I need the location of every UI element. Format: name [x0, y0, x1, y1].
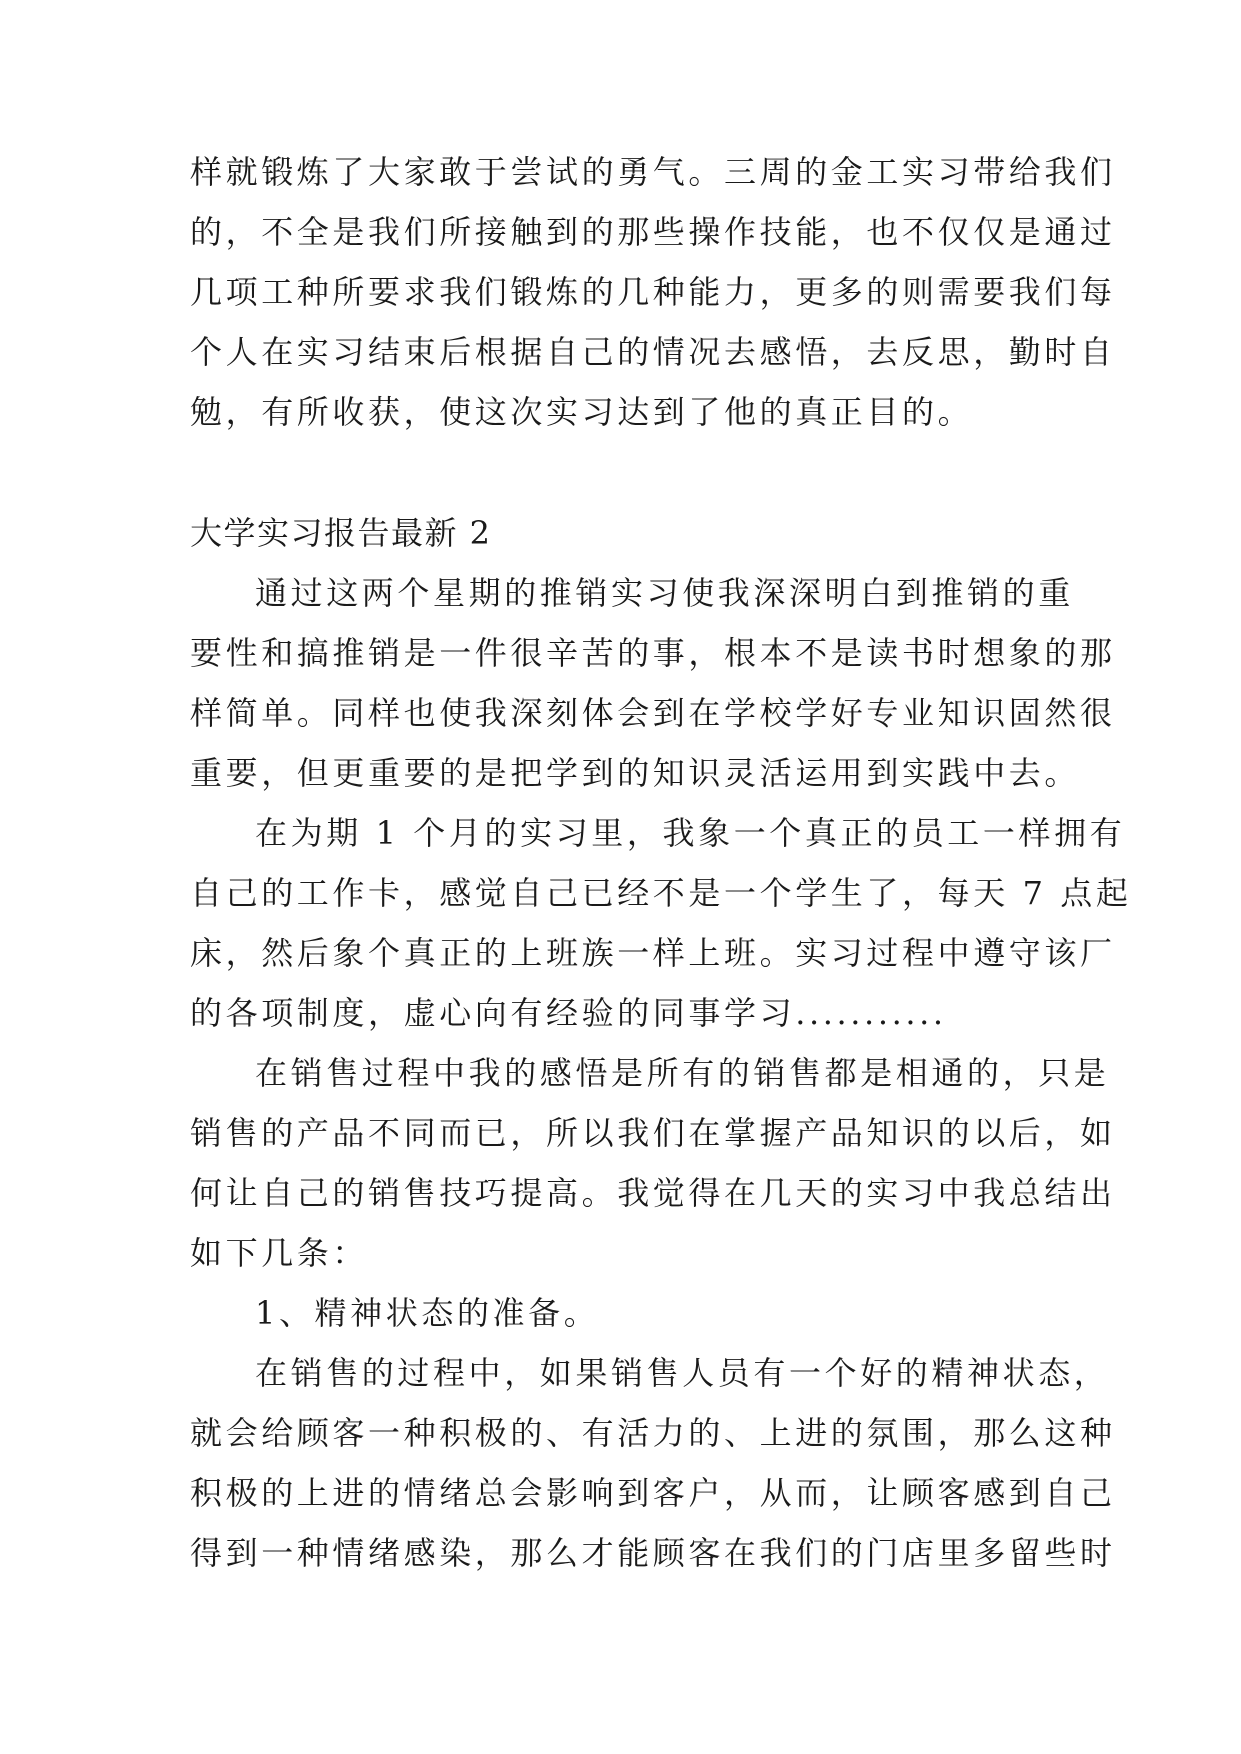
paragraph-line: 得到一种情绪感染，那么才能顾客在我们的门店里多留些时: [190, 1534, 1116, 1572]
paragraph-line: 自己的工作卡，感觉自己已经不是一个学生了，每天 7 点起: [190, 874, 1132, 912]
paragraph-line: 销售的产品不同而已，所以我们在掌握产品知识的以后，如: [190, 1114, 1116, 1152]
body-text-line: 个人在实习结束后根据自己的情况去感悟，去反思，勤时自: [190, 333, 1116, 371]
paragraph-line: 重要，但更重要的是把学到的知识灵活运用到实践中去。: [190, 754, 1081, 792]
paragraph-line: 就会给顾客一种积极的、有活力的、上进的氛围，那么这种: [190, 1414, 1116, 1452]
paragraph-line: 如下几条：: [190, 1234, 369, 1272]
paragraph-line: 积极的上进的情绪总会影响到客户，从而，让顾客感到自己: [190, 1474, 1116, 1512]
paragraph-line: 的各项制度，虚心向有经验的同事学习...........: [190, 994, 947, 1032]
list-item: 1、精神状态的准备。: [255, 1294, 600, 1332]
paragraph-line: 样简单。同样也使我深刻体会到在学校学好专业知识固然很: [190, 694, 1116, 732]
body-text-line: 勉，有所收获，使这次实习达到了他的真正目的。: [190, 393, 974, 431]
paragraph-line: 通过这两个星期的推销实习使我深深明白到推销的重: [255, 574, 1074, 612]
paragraph-line: 在为期 1 个月的实习里，我象一个真正的员工一样拥有: [255, 814, 1126, 852]
paragraph-line: 在销售的过程中，如果销售人员有一个好的精神状态，: [255, 1354, 1110, 1392]
paragraph-line: 床，然后象个真正的上班族一样上班。实习过程中遵守该厂: [190, 934, 1116, 972]
paragraph-line: 要性和搞推销是一件很辛苦的事，根本不是读书时想象的那: [190, 634, 1116, 672]
paragraph-line: 何让自己的销售技巧提高。我觉得在几天的实习中我总结出: [190, 1174, 1116, 1212]
section-heading: 大学实习报告最新 2: [190, 514, 492, 552]
body-text-line: 样就锻炼了大家敢于尝试的勇气。三周的金工实习带给我们: [190, 153, 1116, 191]
body-text-line: 几项工种所要求我们锻炼的几种能力，更多的则需要我们每: [190, 273, 1116, 311]
paragraph-line: 在销售过程中我的感悟是所有的销售都是相通的，只是: [255, 1054, 1110, 1092]
body-text-line: 的，不全是我们所接触到的那些操作技能，也不仅仅是通过: [190, 213, 1116, 251]
